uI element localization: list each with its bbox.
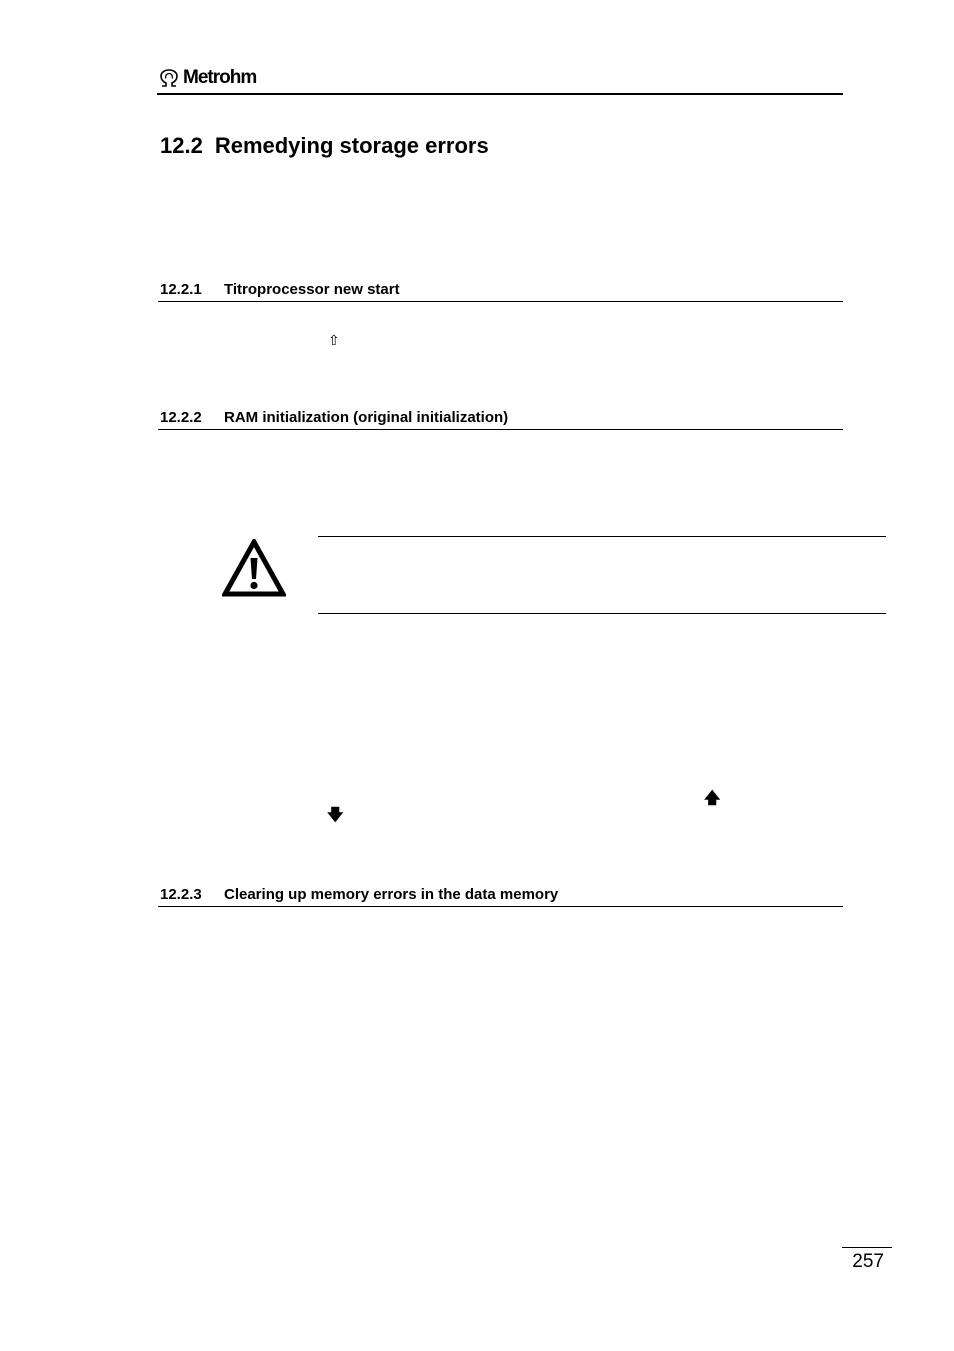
section-heading [160, 131, 489, 161]
subsection-title: Clearing up memory errors in the data memory [224, 886, 559, 903]
arrow-up-key-icon: 🡅 [704, 788, 721, 807]
shift-key-icon: ⇧ [328, 333, 340, 349]
warning-triangle-icon [222, 539, 286, 602]
subsection-number: 12.2.3 [160, 886, 202, 903]
subsection-number: 12.2.2 [160, 409, 202, 426]
arrow-down-key-icon: 🡇 [327, 805, 344, 824]
section-title: Remedying storage errors [214, 133, 489, 158]
brand-name: Metrohm [183, 67, 257, 88]
page-number-rule [842, 1247, 892, 1248]
subsection-title: Titroprocessor new start [224, 281, 400, 298]
subsection-number: 12.2.1 [160, 281, 202, 298]
subsection-title: RAM initialization (original initialization) [224, 409, 509, 426]
header-brand [158, 66, 256, 90]
subsection-heading-3 [158, 885, 843, 907]
section-number: 12.2 [160, 133, 203, 158]
warning-top-rule [318, 536, 886, 537]
page-number: 257 [852, 1251, 884, 1272]
warning-bottom-rule [318, 613, 886, 614]
subsection-heading-1 [158, 280, 843, 302]
subsection-heading-2 [158, 408, 843, 430]
omega-icon [158, 68, 180, 88]
header-rule [157, 93, 843, 95]
